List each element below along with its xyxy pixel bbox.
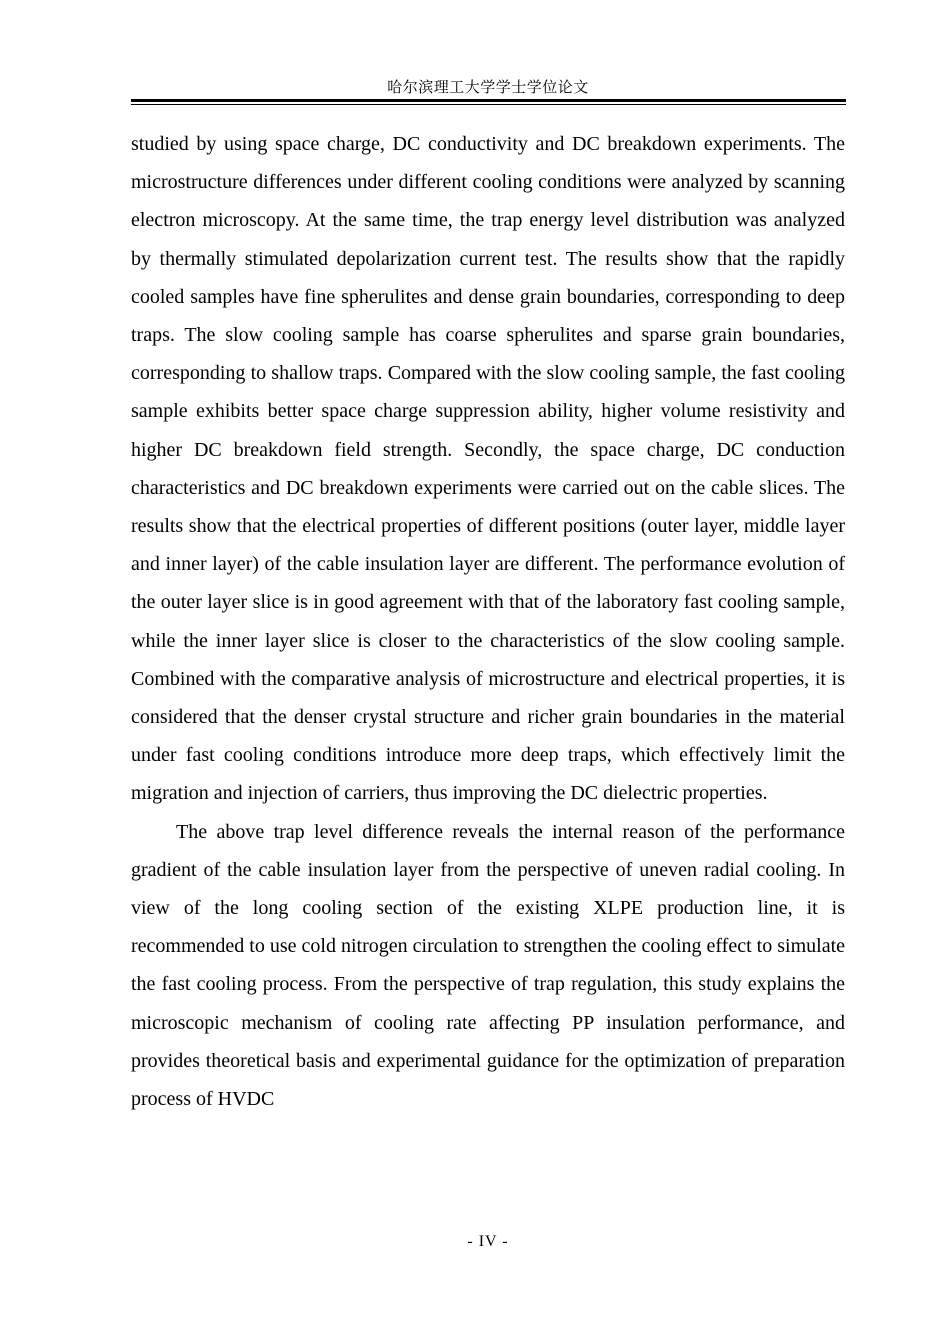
header-rule-thin: [131, 104, 846, 105]
paragraph-continued: studied by using space charge, DC conductivity and DC breakdown experiments. The microstructure differences under different cooling conditions were analyzed by scanning electron microscopy. At the same time, the trap energy level distribution was analyzed by thermally stimulated depolarization current test. The results show that the rapidly cooled samples have fine spherulites and dense grain boundaries, corresponding to deep traps. The slow cooling sample has coarse spherulites and sparse grain boundaries, corresponding to shallow traps. Compared with the slow cooling sample, the fast cooling sample exhibits better space charge suppression ability, higher volume resistivity and higher DC breakdown field strength. Secondly, the space charge, DC conduction characteristics and DC breakdown experiments were carried out on the cable slices. The results show that the electrical properties of different positions (outer layer, middle layer and inner layer) of the cable insulation layer are different. The performance evolution of the outer layer slice is in good agreement with that of the laboratory fast cooling sample, while the inner layer slice is closer to the characteristics of the slow cooling sample. Combined with the comparative analysis of microstructure and electrical properties, it is considered that the denser crystal structure and richer grain boundaries in the material under fast cooling conditions introduce more deep traps, which effectively limit the migration and injection of carriers, thus improving the DC dielectric properties.: [131, 133, 845, 805]
paragraph: The above trap level difference reveals the internal reason of the performance gradient of the cable insulation layer from the perspective of uneven radial cooling. In view of the long cooling section of the existing XLPE production line, it is recommended to use cold nitrogen circulation to strengthen the cooling effect to simulate the fast cooling process. From the perspective of trap regulation, this study explains the microscopic mechanism of cooling rate affecting PP insulation performance, and provides theoretical basis and experimental guidance for the optimization of preparation process of HVDC: [131, 820, 845, 1111]
page-number: - IV -: [467, 1233, 509, 1250]
header-rule-thick: [131, 99, 846, 102]
body-text: [131, 125, 845, 1118]
page-header: 哈尔滨理工大学学士学位论文: [387, 80, 589, 96]
